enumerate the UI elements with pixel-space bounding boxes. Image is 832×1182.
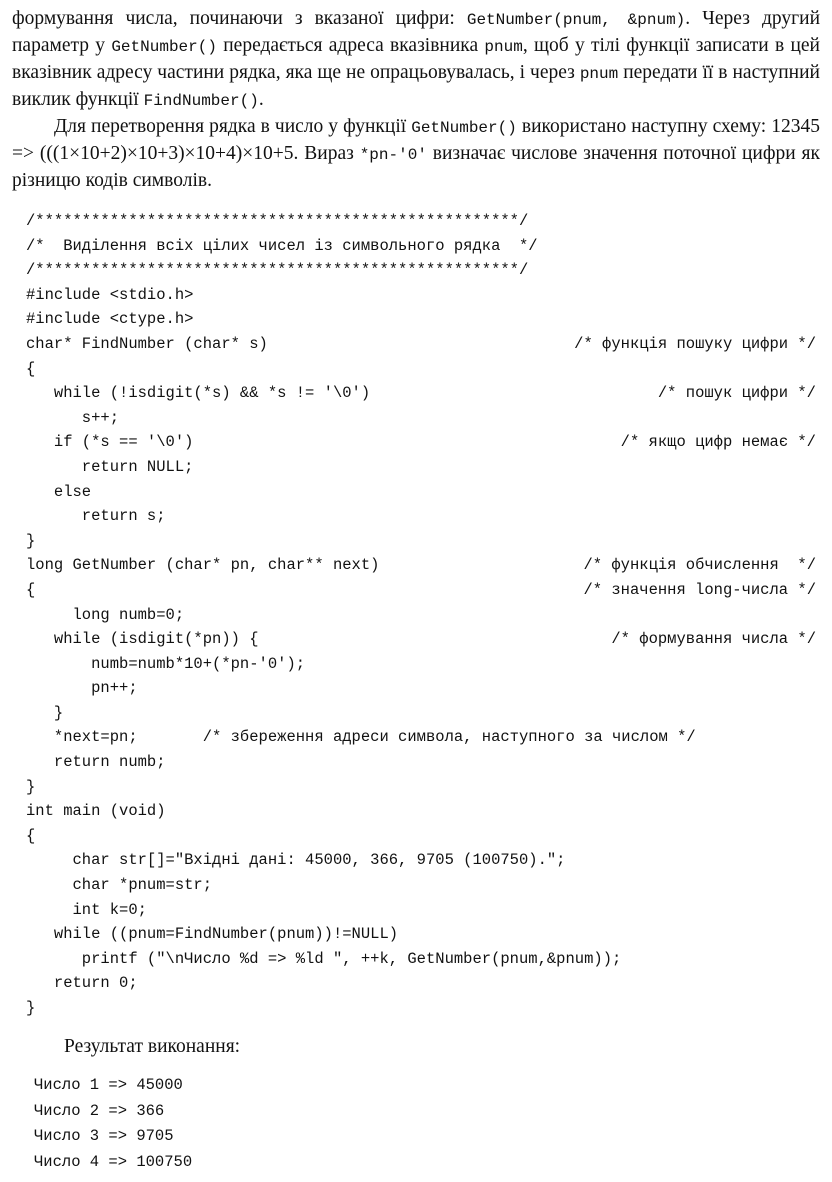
code-comment: /* значення long-числа */ bbox=[583, 580, 816, 599]
code-text: s++; bbox=[26, 408, 120, 427]
intro-paragraph-1 bbox=[12, 6, 820, 114]
code-line bbox=[26, 947, 816, 972]
code-text: } bbox=[26, 531, 36, 550]
code-line bbox=[26, 553, 816, 578]
code-text: return NULL; bbox=[26, 457, 194, 476]
code-line bbox=[26, 627, 816, 652]
code-text: } bbox=[26, 999, 36, 1017]
code-text: { bbox=[26, 359, 36, 378]
code-comment: /* пошук цифри */ bbox=[657, 384, 816, 403]
code-line bbox=[26, 283, 816, 308]
code-line bbox=[26, 799, 816, 824]
code-comment: /* формування числа */ bbox=[611, 630, 816, 649]
code-line bbox=[26, 996, 816, 1021]
code-comment: /* функція пошуку цифри */ bbox=[574, 334, 816, 353]
header-comment: /* Виділення всіх цілих чисел із символьного рядка */ bbox=[26, 236, 538, 255]
code-line bbox=[26, 234, 816, 259]
code-text: } bbox=[26, 703, 64, 722]
header-comment: /****************************************************/ bbox=[26, 212, 529, 230]
code-text: } bbox=[26, 777, 36, 796]
code-line bbox=[26, 307, 816, 332]
inline-code: FindNumber() bbox=[143, 92, 259, 110]
text-run: Для перетворення рядка в число у функції bbox=[54, 116, 412, 137]
code-text: while (!isdigit(*s) && *s != '\0') bbox=[26, 384, 371, 403]
code-line bbox=[26, 676, 816, 701]
text-run: передати її в наступний виклик функції bbox=[12, 62, 820, 110]
code-comment: /* функція обчислення */ bbox=[583, 556, 816, 575]
code-line bbox=[26, 725, 816, 750]
code-text: char *pnum=str; bbox=[26, 876, 213, 895]
code-line bbox=[26, 357, 816, 382]
code-text: int main (void) bbox=[26, 802, 166, 821]
code-text: return numb; bbox=[26, 753, 166, 772]
code-line bbox=[26, 209, 816, 234]
code-text: char str[]="Вхідні дані: 45000, 366, 9705 (100750)."; bbox=[26, 851, 566, 870]
code-text: if (*s == '\0') bbox=[26, 433, 194, 452]
code-text: { bbox=[26, 826, 36, 845]
code-comment: /* якщо цифр немає */ bbox=[620, 433, 816, 452]
code-text: char* FindNumber (char* s) bbox=[26, 334, 268, 353]
code-line bbox=[26, 652, 816, 677]
text-run: використано наступну схему: 12345 => (((1×10+2)×10+3)×10+4)×10+5. Вираз bbox=[12, 116, 820, 164]
output-line: Число 4 => 100750 bbox=[34, 1152, 193, 1171]
code-line bbox=[26, 504, 816, 529]
text-run: , щоб у тілі функції записати в цей вказівник адресу частини рядка, яка ще не опрацьовувалась, і через bbox=[12, 35, 820, 83]
inline-code: GetNumber(pnum, &pnum) bbox=[466, 11, 686, 29]
code-line bbox=[26, 578, 816, 603]
code-text: while (isdigit(*pn)) { bbox=[26, 630, 259, 649]
inline-code: pnum bbox=[579, 65, 619, 83]
intro-text bbox=[12, 6, 820, 193]
code-line bbox=[26, 898, 816, 923]
code-text: pn++; bbox=[26, 679, 138, 698]
code-text: long GetNumber (char* pn, char** next) bbox=[26, 556, 380, 575]
code-line bbox=[26, 332, 816, 357]
header-comment: /****************************************************/ bbox=[26, 261, 529, 280]
text-run: визначає числове значення поточної цифри як різницю кодів символів. bbox=[12, 143, 820, 191]
code-text: else bbox=[26, 482, 92, 501]
output-line: Число 3 => 9705 bbox=[34, 1127, 174, 1146]
code-line bbox=[26, 455, 816, 480]
code-line bbox=[26, 971, 816, 996]
code-line bbox=[26, 824, 816, 849]
code-text: int k=0; bbox=[26, 900, 147, 919]
program-output bbox=[34, 1073, 192, 1175]
code-line bbox=[26, 381, 816, 406]
code-text: { bbox=[26, 580, 36, 599]
code-line bbox=[26, 529, 816, 554]
code-text: printf ("\nЧисло %d => %ld ", ++k, GetNumber(pnum,&pnum)); bbox=[26, 949, 622, 968]
text-run: . bbox=[258, 89, 264, 110]
code-line bbox=[26, 873, 816, 898]
code-text: return 0; bbox=[26, 974, 138, 993]
output-line: Число 2 => 366 bbox=[34, 1101, 165, 1120]
code-text: while ((pnum=FindNumber(pnum))!=NULL) bbox=[26, 925, 399, 944]
code-line bbox=[26, 603, 816, 628]
code-line bbox=[26, 701, 816, 726]
inline-code: GetNumber() bbox=[411, 119, 517, 137]
code-listing bbox=[26, 209, 816, 1021]
code-text: #include <ctype.h> bbox=[26, 310, 194, 329]
code-text: *next=pn; /* збереження адреси символа, наступного за числом */ bbox=[26, 728, 696, 747]
code-line bbox=[26, 750, 816, 775]
text-run: передається адреса вказівника bbox=[216, 35, 485, 56]
code-text: #include <stdio.h> bbox=[26, 285, 194, 304]
code-line bbox=[26, 922, 816, 947]
code-line bbox=[26, 430, 816, 455]
result-label: Результат виконання: bbox=[64, 1036, 241, 1057]
code-text: long numb=0; bbox=[26, 605, 185, 624]
inline-code: pnum bbox=[484, 38, 523, 56]
code-text: return s; bbox=[26, 507, 166, 526]
code-line bbox=[26, 406, 816, 431]
output-line: Число 1 => 45000 bbox=[34, 1076, 183, 1094]
text-run: . Через другий параметр у bbox=[12, 8, 820, 56]
text-run: формування числа, починаючи з вказаної цифри: bbox=[12, 8, 467, 29]
code-line bbox=[26, 258, 816, 283]
intro-paragraph-2 bbox=[12, 114, 820, 193]
code-line bbox=[26, 775, 816, 800]
code-line bbox=[26, 848, 816, 873]
code-line bbox=[26, 480, 816, 505]
inline-code: GetNumber() bbox=[111, 38, 217, 56]
inline-code: *pn-'0' bbox=[359, 146, 427, 164]
code-text: numb=numb*10+(*pn-'0'); bbox=[26, 654, 306, 673]
